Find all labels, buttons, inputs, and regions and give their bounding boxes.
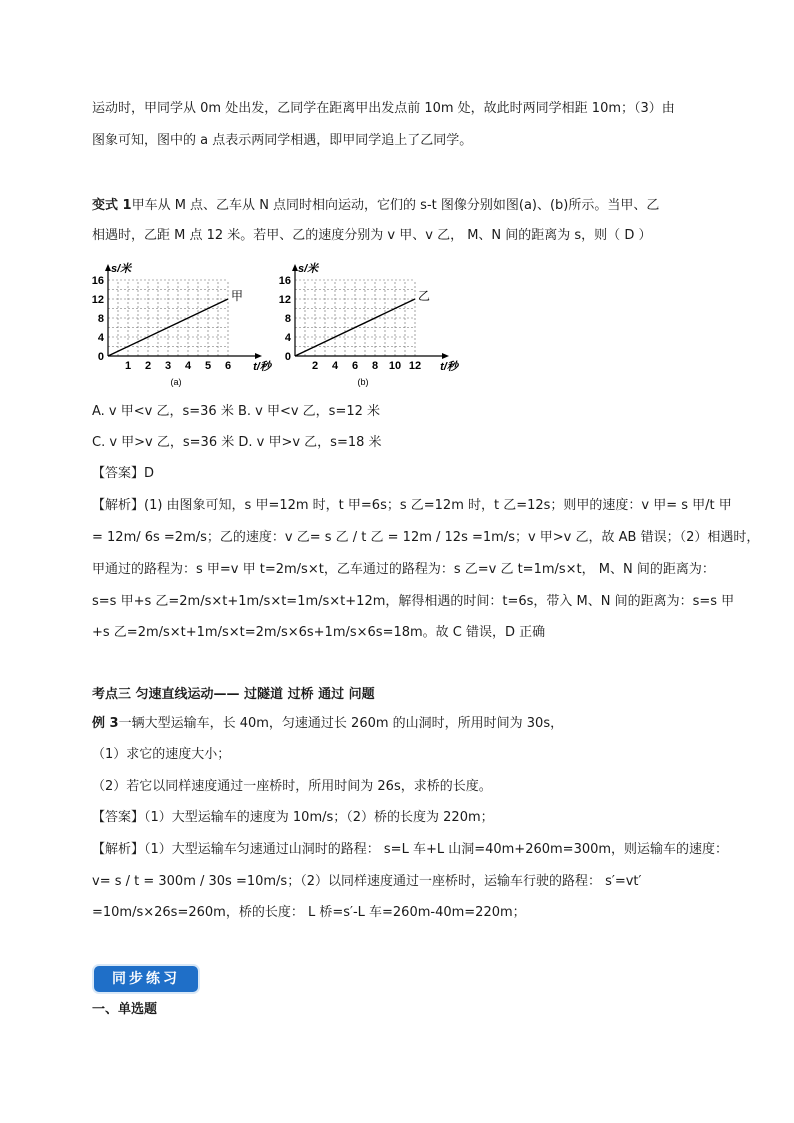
x-tick-label: 6: [351, 360, 359, 372]
analysis-1-line: 甲通过的路程为：s 甲=v 甲 t=2m/s×t，乙车通过的路程为：s 乙=v 乙 t=1m/s×t， M、N 间的距离为：: [92, 562, 715, 577]
option-line: A. v 甲<v 乙，s=36 米 B. v 甲<v 乙，s=12 米: [92, 404, 381, 419]
x-tick-label: 4: [184, 360, 192, 372]
question-1: （1）求它的速度大小；: [92, 747, 231, 762]
y-tick-label: 4: [284, 332, 291, 344]
variant-text: 甲车从 M 点、乙车从 N 点同时相向运动，它们的 s-t 图像分别如图(a)、(b)所示。当甲、乙: [131, 198, 660, 213]
chart-b: [275, 255, 458, 390]
y-tick-label: 8: [97, 313, 104, 325]
x-tick-label: 6: [224, 360, 232, 372]
intro-line: 图象可知，图中的 a 点表示两同学相遇，即甲同学追上了乙同学。: [92, 133, 473, 148]
section-3-title: 考点三 匀速直线运动—— 过隧道 过桥 通过 问题: [92, 687, 375, 702]
y-tick-label: 12: [278, 294, 291, 306]
x-tick-label: 8: [371, 360, 379, 372]
example-text: 一辆大型运输车，长 40m，匀速通过长 260m 的山洞时，所用时间为 30s，: [118, 716, 564, 731]
analysis-1-line: 【解析】(1) 由图象可知，s 甲=12m 时，t 甲=6s；s 乙=12m 时，t 乙=12s；则甲的速度：v 甲= s 甲/t 甲: [92, 498, 732, 513]
example-label: 例 3: [92, 716, 119, 731]
series-label: 甲: [231, 289, 244, 303]
analysis-2-line: v= s / t = 300m / 30s =10m/s；（2）以同样速度通过一座桥时，运输车行驶的路程： s′=vt′: [92, 874, 642, 889]
chart-a: [90, 255, 271, 390]
series-label: 乙: [418, 289, 431, 303]
x-axis-label: t/秒: [440, 361, 458, 373]
x-tick-label: 1: [124, 360, 132, 372]
chart-caption: (a): [170, 377, 182, 387]
y-tick-label: 16: [278, 275, 291, 287]
y-tick-label: 16: [91, 275, 104, 287]
analysis-2-line: 【解析】（1）大型运输车匀速通过山洞时的路程： s=L 车+L 山洞=40m+260m=300m，则运输车的速度：: [92, 842, 729, 857]
y-axis-label: s/米: [111, 263, 132, 275]
y-tick-label: 8: [284, 313, 291, 325]
x-axis-arrow: [442, 353, 449, 359]
analysis-1-line: +s 乙=2m/s×t+1m/s×t=2m/s×6s+1m/s×6s=18m。故 C 错误，D 正确: [92, 625, 546, 640]
x-axis-arrow: [255, 353, 262, 359]
example-3-line: [92, 714, 563, 734]
variant-1-line: 相遇时，乙距 M 点 12 米。若甲、乙的速度分别为 v 甲、v 乙， M、N 间的距离为 s，则（ D ）: [92, 228, 652, 243]
y-tick-label: 12: [91, 294, 104, 306]
variant-1-line: [92, 196, 659, 216]
x-tick-label: 4: [331, 360, 339, 372]
x-tick-label: 5: [204, 360, 212, 372]
analysis-1-line: s=s 甲+s 乙=2m/s×t+1m/s×t=1m/s×t+12m，解得相遇的时间：t=6s，带入 M、N 间的距离为：s=s 甲: [92, 594, 735, 609]
x-tick-label: 2: [311, 360, 319, 372]
x-tick-label: 10: [388, 360, 402, 372]
intro-line: 运动时，甲同学从 0m 处出发，乙同学在距离甲出发点前 10m 处，故此时两同学相距 10m；（3）由: [92, 101, 675, 116]
x-tick-label: 12: [408, 360, 422, 372]
answer-1: 【答案】D: [92, 466, 155, 481]
y-tick-label: 0: [284, 351, 291, 363]
x-tick-label: 3: [164, 360, 172, 372]
option-line: C. v 甲>v 乙，s=36 米 D. v 甲>v 乙，s=18 米: [92, 435, 382, 450]
chart-caption: (b): [357, 377, 369, 387]
x-tick-label: 2: [144, 360, 152, 372]
practice-badge: 同步练习: [94, 966, 198, 992]
y-axis-label: s/米: [298, 263, 319, 275]
answer-2: 【答案】（1）大型运输车的速度为 10m/s；（2）桥的长度为 220m；: [92, 810, 494, 825]
question-2: （2）若它以同样速度通过一座桥时，所用时间为 26s，求桥的长度。: [92, 779, 492, 794]
y-tick-label: 4: [97, 332, 104, 344]
single-choice-title: 一、单选题: [92, 1002, 158, 1017]
variant-label: 变式 1: [92, 198, 132, 213]
analysis-2-line: =10m/s×26s=260m，桥的长度： L 桥=s′-L 车=260m-40m=220m；: [92, 905, 526, 920]
analysis-1-line: = 12m/ 6s =2m/s；乙的速度：v 乙= s 乙 / t 乙 = 12m / 12s =1m/s；v 甲>v 乙，故 AB 错误；（2）相遇时，: [92, 530, 760, 545]
x-axis-label: t/秒: [253, 361, 271, 373]
y-tick-label: 0: [97, 351, 104, 363]
